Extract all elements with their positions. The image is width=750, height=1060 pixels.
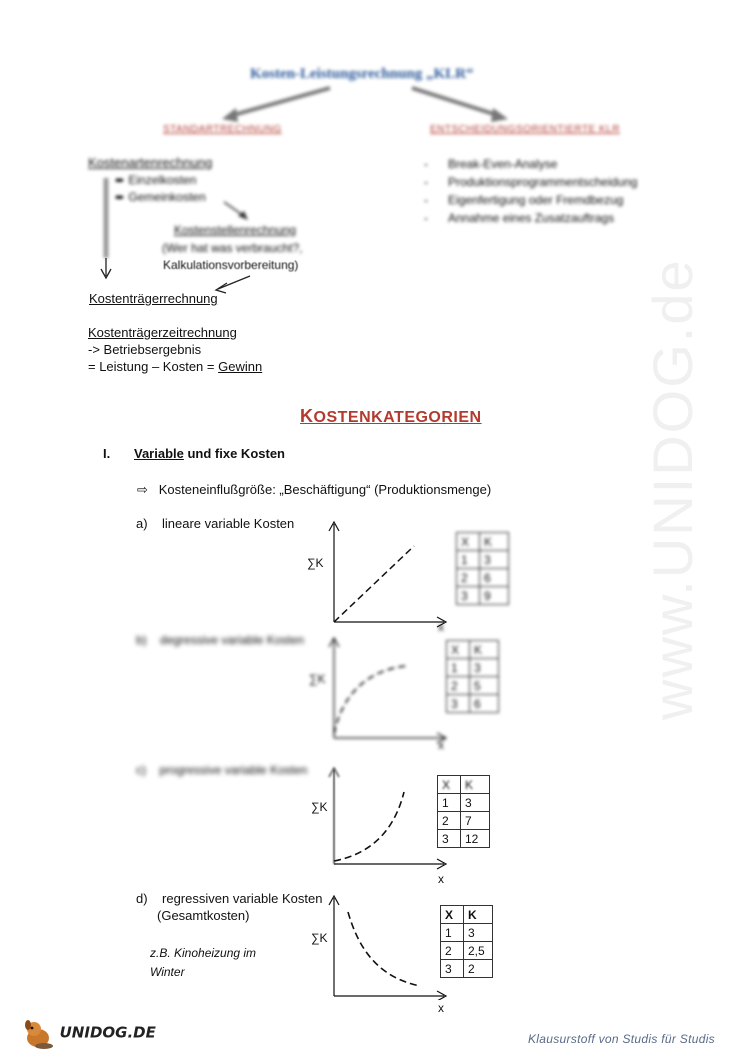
table-row: [457, 551, 509, 569]
kostentraegerrechnung: Kostenträgerrechnung: [89, 291, 218, 306]
right-branch-label: ENTSCHEIDUNGSORIENTIERTE KLR: [430, 124, 620, 135]
betriebsergebnis: -> Betriebsergebnis: [88, 342, 202, 357]
right-list-item: - Annahme eines Zusatzauftrags: [424, 211, 615, 225]
case-b-xlabel: x: [438, 738, 444, 752]
table-row: [447, 677, 499, 695]
table-row: [447, 695, 499, 713]
table-row: [441, 906, 493, 924]
table-cell: 2: [441, 942, 464, 960]
table-row: [457, 533, 509, 551]
table-cell: 3: [480, 551, 509, 569]
einzelkosten-item: ➨ Einzelkosten: [115, 173, 197, 187]
case-a-label: a) lineare variable Kosten: [136, 516, 295, 531]
table-row: [438, 776, 490, 794]
table-row: [438, 812, 490, 830]
einzelkosten-text: Einzelkosten: [128, 173, 197, 187]
case-d-xlabel: x: [438, 1001, 444, 1015]
case-d-graph: [320, 892, 450, 1000]
formel-gewinn: Gewinn: [218, 359, 263, 374]
table-cell: 3: [461, 794, 490, 812]
case-d-example-1: z.B. Kinoheizung im: [150, 946, 257, 960]
overview-title: Kosten-Leistungsrechnung „KLR“: [250, 66, 474, 82]
case-c-label: c) progressive variable Kosten: [136, 763, 308, 777]
subheading-rest: und fixe Kosten: [183, 446, 285, 461]
table-cell: X: [447, 641, 470, 659]
table-cell: 5: [470, 677, 499, 695]
gewinn-formel: [88, 359, 262, 374]
table-cell: 9: [480, 587, 509, 605]
right-list-item: - Break-Even-Analyse: [424, 157, 558, 171]
table-cell: 3: [470, 659, 499, 677]
table-cell: 2: [447, 677, 470, 695]
table-row: [457, 569, 509, 587]
table-cell: 7: [461, 812, 490, 830]
heading-rest: OSTENKATEGORIEN: [313, 409, 482, 426]
case-d-value-table: [440, 905, 493, 978]
case-c-value-table: [437, 775, 490, 848]
case-c-graph: [320, 762, 450, 872]
table-cell: 3: [438, 830, 461, 848]
table-cell: K: [480, 533, 509, 551]
case-b-ylabel: ∑K: [309, 672, 326, 686]
case-b-value-table: [446, 640, 499, 713]
heading-initial: K: [300, 406, 314, 426]
subheading: [134, 446, 285, 461]
case-a-xlabel: x: [438, 620, 444, 634]
table-row: [441, 924, 493, 942]
kostenstellen-note-2: Kalkulationsvorbereitung): [163, 258, 299, 272]
einfluss-line: [137, 482, 491, 498]
table-cell: 3: [441, 960, 464, 978]
table-cell: 12: [461, 830, 490, 848]
left-branch-label: STANDARTRECHNUNG: [163, 124, 282, 135]
table-cell: 2,5: [464, 942, 493, 960]
table-cell: X: [438, 776, 461, 794]
table-cell: 3: [447, 695, 470, 713]
formel-prefix: = Leistung – Kosten =: [88, 359, 219, 374]
einfluss-text: Kosteneinflußgröße: „Beschäftigung“ (Produktionsmenge): [158, 482, 492, 497]
table-row: [441, 960, 493, 978]
footer-tagline: Klausurstoff von Studis für Studis: [528, 1032, 715, 1046]
footer-logo: [20, 1018, 156, 1050]
table-row: [447, 641, 499, 659]
table-cell: K: [461, 776, 490, 794]
case-a-graph: [320, 518, 450, 638]
subheading-variable: Variable: [134, 446, 184, 461]
gemeinkosten-item: ➨ Gemeinkosten: [115, 190, 206, 204]
case-a-value-table: [456, 532, 509, 605]
gemeinkosten-text: Gemeinkosten: [128, 190, 206, 204]
right-list-item: - Produktionsprogrammentscheidung: [424, 175, 638, 189]
table-row: [438, 830, 490, 848]
table-cell: 2: [464, 960, 493, 978]
table-cell: 6: [470, 695, 499, 713]
case-d-example-2: Winter: [150, 965, 185, 979]
table-row: [447, 659, 499, 677]
case-d-label-2: (Gesamtkosten): [157, 908, 250, 923]
kostenstellen-note-1: (Wer hat was verbraucht?,: [162, 241, 303, 255]
table-cell: 1: [447, 659, 470, 677]
dog-logo-icon: [20, 1018, 56, 1050]
kostentraegerzeitrechnung: Kostenträgerzeitrechnung: [88, 325, 237, 340]
table-cell: X: [441, 906, 464, 924]
table-row: [457, 587, 509, 605]
table-cell: 6: [480, 569, 509, 587]
case-c-xlabel: x: [438, 872, 444, 886]
case-a-ylabel: ∑K: [307, 556, 324, 570]
section-heading: [300, 406, 482, 427]
table-row: [438, 794, 490, 812]
overview-sharp-arrows: [0, 0, 750, 310]
roman-numeral: I.: [103, 446, 111, 461]
table-row: [441, 942, 493, 960]
case-d-label: d) regressiven variable Kosten: [136, 891, 323, 906]
table-cell: 2: [438, 812, 461, 830]
table-cell: 1: [441, 924, 464, 942]
kostenartenrechnung: Kostenartenrechnung: [88, 155, 213, 170]
case-b-label: b) degressive variable Kosten: [136, 633, 305, 647]
arrow-right-icon: ⇨: [137, 482, 148, 497]
table-cell: K: [464, 906, 493, 924]
watermark-text: www.UNIDOG.de: [641, 258, 704, 720]
case-d-ylabel: ∑K: [311, 931, 328, 945]
table-cell: 3: [464, 924, 493, 942]
table-cell: X: [457, 533, 480, 551]
logo-text: UNIDOG.DE: [59, 1023, 156, 1042]
case-c-ylabel: ∑K: [311, 800, 328, 814]
table-cell: K: [470, 641, 499, 659]
table-cell: 1: [457, 551, 480, 569]
case-b-graph: [320, 634, 450, 754]
kostenstellenrechnung: Kostenstellenrechnung: [174, 223, 297, 237]
table-cell: 2: [457, 569, 480, 587]
right-list-item: - Eigenfertigung oder Fremdbezug: [424, 193, 624, 207]
table-cell: 3: [457, 587, 480, 605]
table-cell: 1: [438, 794, 461, 812]
